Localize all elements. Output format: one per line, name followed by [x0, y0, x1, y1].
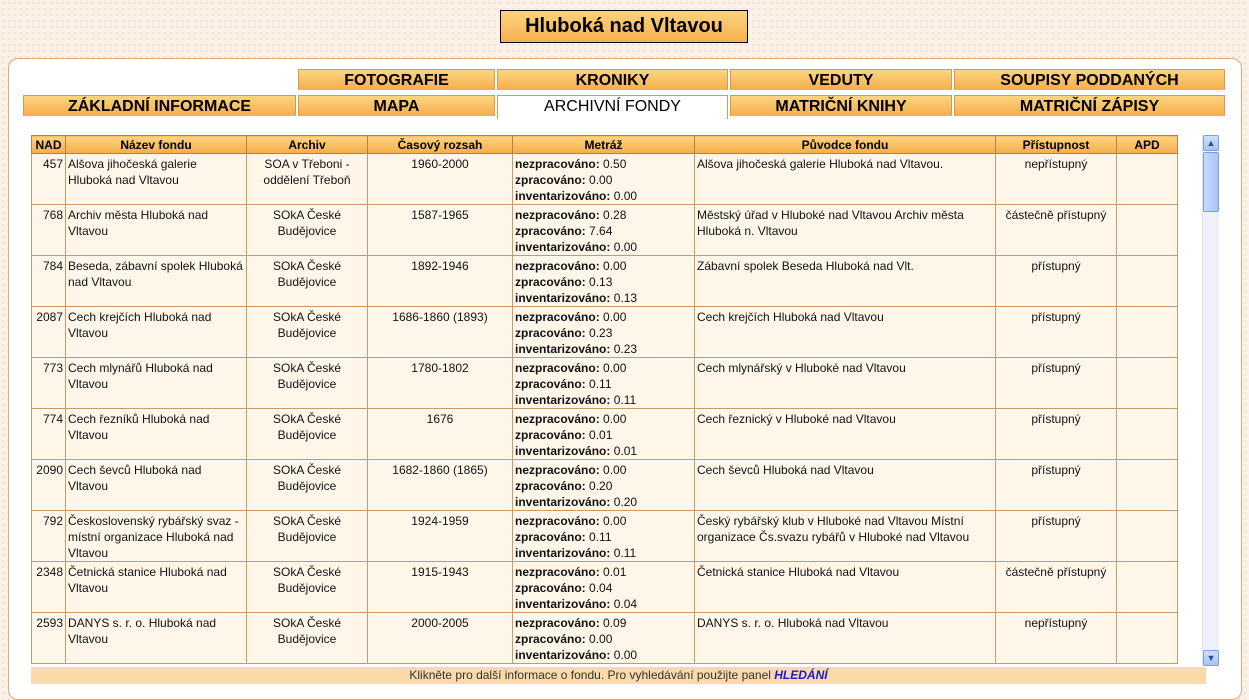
metraz-label: zpracováno: — [515, 326, 586, 340]
cell-archiv: SOkA České Budějovice — [247, 256, 368, 307]
cell-nad: 774 — [32, 409, 66, 460]
cell-archiv: SOkA České Budějovice — [247, 562, 368, 613]
col-header-nad[interactable]: NAD — [32, 136, 66, 154]
cell-puvodce: Městský úřad v Hluboké nad Vltavou Archiv města Hluboká n. Vltavou — [695, 205, 996, 256]
cell-metraz — [513, 460, 695, 511]
cell-nazev: Cech řezníků Hluboká nad Vltavou — [66, 409, 247, 460]
metraz-value: 0.11 — [589, 377, 612, 391]
tab-matricni-zapisy[interactable]: MATRIČNÍ ZÁPISY — [954, 95, 1225, 116]
cell-pristupnost: přístupný — [996, 511, 1117, 562]
cell-nazev: DANYS s. r. o. Hluboká nad Vltavou — [66, 613, 247, 664]
table-row[interactable] — [32, 256, 1178, 307]
cell-pristupnost: přístupný — [996, 358, 1117, 409]
metraz-line — [515, 427, 692, 443]
col-header-nazev[interactable]: Název fondu — [66, 136, 247, 154]
metraz-line — [515, 274, 692, 290]
search-panel-link[interactable]: HLEDÁNÍ — [774, 668, 828, 682]
cell-nazev: Archiv města Hluboká nad Vltavou — [66, 205, 247, 256]
cell-nad: 773 — [32, 358, 66, 409]
cell-rozsah: 1892-1946 — [368, 256, 513, 307]
tab-veduty[interactable]: VEDUTY — [730, 69, 952, 90]
metraz-value: 0.20 — [589, 479, 613, 493]
metraz-value: 0.00 — [589, 173, 613, 187]
metraz-value: 0.11 — [613, 393, 637, 407]
metraz-value: 0.11 — [613, 546, 637, 560]
cell-puvodce: Zábavní spolek Beseda Hluboká nad Vlt. — [695, 256, 996, 307]
footer-hint — [31, 667, 1206, 684]
cell-nazev: Alšova jihočeská galerie Hluboká nad Vltavou — [66, 154, 247, 205]
metraz-label: nezpracováno: — [515, 514, 600, 528]
metraz-value: 0.13 — [589, 275, 613, 289]
metraz-line — [515, 325, 692, 341]
cell-apd — [1117, 256, 1178, 307]
scroll-down-icon[interactable]: ▼ — [1203, 650, 1219, 666]
metraz-label: nezpracováno: — [515, 157, 600, 171]
metraz-line — [515, 529, 692, 545]
cell-metraz — [513, 307, 695, 358]
cell-metraz — [513, 205, 695, 256]
cell-apd — [1117, 613, 1178, 664]
cell-puvodce: Cech krejčích Hluboká nad Vltavou — [695, 307, 996, 358]
cell-apd — [1117, 154, 1178, 205]
cell-archiv: SOA v Třeboni - oddělení Třeboň — [247, 154, 368, 205]
fonds-table-container — [31, 135, 1218, 666]
col-header-rozsah[interactable]: Časový rozsah — [368, 136, 513, 154]
cell-metraz — [513, 511, 695, 562]
metraz-label: zpracováno: — [515, 275, 586, 289]
table-row[interactable] — [32, 154, 1178, 205]
cell-puvodce: Český rybářský klub v Hluboké nad Vltavou Místní organizace Čs.svazu rybářů v Hluboké nad Vltavou — [695, 511, 996, 562]
table-header-row — [32, 136, 1178, 154]
metraz-value: 0.23 — [589, 326, 613, 340]
metraz-label: zpracováno: — [515, 428, 586, 442]
cell-nazev: Cech krejčích Hluboká nad Vltavou — [66, 307, 247, 358]
metraz-line — [515, 290, 692, 306]
cell-pristupnost: částečně přístupný — [996, 205, 1117, 256]
cell-nazev: Beseda, zábavní spolek Hluboká nad Vltavou — [66, 256, 247, 307]
fonds-table — [31, 135, 1178, 664]
metraz-value: 0.20 — [613, 495, 638, 509]
cell-nad: 768 — [32, 205, 66, 256]
metraz-label: inventarizováno: — [515, 444, 611, 458]
metraz-value: 0.04 — [613, 597, 638, 611]
scroll-up-icon[interactable]: ▲ — [1203, 135, 1219, 151]
metraz-label: nezpracováno: — [515, 463, 600, 477]
metraz-value: 0.09 — [603, 616, 627, 630]
table-row[interactable] — [32, 460, 1178, 511]
metraz-line — [515, 462, 692, 478]
cell-apd — [1117, 460, 1178, 511]
cell-rozsah: 1960-2000 — [368, 154, 513, 205]
metraz-label: inventarizováno: — [515, 291, 611, 305]
metraz-value: 0.01 — [613, 444, 638, 458]
metraz-line — [515, 443, 692, 459]
table-row[interactable] — [32, 562, 1178, 613]
cell-pristupnost: přístupný — [996, 460, 1117, 511]
cell-pristupnost: nepřístupný — [996, 613, 1117, 664]
cell-rozsah: 1915-1943 — [368, 562, 513, 613]
cell-pristupnost: nepřístupný — [996, 154, 1117, 205]
metraz-line — [515, 478, 692, 494]
metraz-value: 0.50 — [603, 157, 627, 171]
metraz-value: 0.00 — [603, 259, 627, 273]
page-title: Hluboká nad Vltavou — [500, 10, 748, 43]
metraz-value: 0.11 — [589, 530, 612, 544]
metraz-value: 0.13 — [613, 291, 638, 305]
metraz-line — [515, 513, 692, 529]
cell-metraz — [513, 154, 695, 205]
table-row[interactable] — [32, 511, 1178, 562]
cell-apd — [1117, 409, 1178, 460]
metraz-label: zpracováno: — [515, 173, 586, 187]
metraz-label: nezpracováno: — [515, 616, 600, 630]
metraz-line — [515, 341, 692, 357]
cell-nazev: Cech mlynářů Hluboká nad Vltavou — [66, 358, 247, 409]
metraz-line — [515, 239, 692, 255]
metraz-label: inventarizováno: — [515, 648, 611, 662]
metraz-line — [515, 580, 692, 596]
metraz-label: inventarizováno: — [515, 342, 611, 356]
cell-nad: 792 — [32, 511, 66, 562]
cell-archiv: SOkA České Budějovice — [247, 358, 368, 409]
cell-pristupnost: přístupný — [996, 256, 1117, 307]
metraz-line — [515, 258, 692, 274]
col-header-metraz[interactable]: Metráž — [513, 136, 695, 154]
cell-pristupnost: přístupný — [996, 409, 1117, 460]
metraz-label: inventarizováno: — [515, 393, 611, 407]
cell-pristupnost: částečně přístupný — [996, 562, 1117, 613]
metraz-label: zpracováno: — [515, 530, 586, 544]
metraz-line — [515, 411, 692, 427]
col-header-apd[interactable]: APD — [1117, 136, 1178, 154]
metraz-value: 0.04 — [589, 581, 613, 595]
metraz-line — [515, 376, 692, 392]
cell-archiv: SOkA České Budějovice — [247, 205, 368, 256]
scroll-thumb[interactable] — [1203, 152, 1219, 212]
footer-text: Klikněte pro další informace o fondu. Pro vyhledávání použijte panel — [409, 668, 775, 682]
metraz-value: 0.00 — [603, 361, 627, 375]
cell-nazev: Československý rybářský svaz - místní organizace Hluboká nad Vltavou — [66, 511, 247, 562]
cell-archiv: SOkA České Budějovice — [247, 613, 368, 664]
col-header-pristupnost[interactable]: Přístupnost — [996, 136, 1117, 154]
tab-zakladni-informace[interactable]: ZÁKLADNÍ INFORMACE — [23, 95, 296, 116]
cell-metraz — [513, 562, 695, 613]
metraz-value: 0.28 — [603, 208, 627, 222]
cell-nad: 2593 — [32, 613, 66, 664]
metraz-line — [515, 647, 692, 663]
cell-nad: 2087 — [32, 307, 66, 358]
cell-puvodce: DANYS s. r. o. Hluboká nad Vltavou — [695, 613, 996, 664]
cell-archiv: SOkA České Budějovice — [247, 409, 368, 460]
metraz-value: 0.00 — [613, 240, 638, 254]
metraz-value: 0.00 — [589, 632, 613, 646]
metraz-value: 0.00 — [603, 310, 627, 324]
metraz-line — [515, 564, 692, 580]
cell-metraz — [513, 409, 695, 460]
cell-rozsah: 1780-1802 — [368, 358, 513, 409]
cell-rozsah: 2000-2005 — [368, 613, 513, 664]
metraz-line — [515, 309, 692, 325]
cell-apd — [1117, 358, 1178, 409]
tab-soupisy-poddanych[interactable]: SOUPISY PODDANÝCH — [954, 69, 1225, 90]
metraz-line — [515, 392, 692, 408]
cell-metraz — [513, 613, 695, 664]
cell-apd — [1117, 511, 1178, 562]
vertical-scrollbar[interactable] — [1202, 135, 1219, 666]
cell-puvodce: Cech řeznický v Hluboké nad Vltavou — [695, 409, 996, 460]
tab-mapa[interactable]: MAPA — [298, 95, 495, 116]
metraz-line — [515, 188, 692, 204]
cell-archiv: SOkA České Budějovice — [247, 460, 368, 511]
metraz-label: inventarizováno: — [515, 495, 611, 509]
metraz-line — [515, 360, 692, 376]
tab-matricni-knihy[interactable]: MATRIČNÍ KNIHY — [730, 95, 952, 116]
cell-rozsah: 1924-1959 — [368, 511, 513, 562]
cell-nazev: Četnická stanice Hluboká nad Vltavou — [66, 562, 247, 613]
metraz-label: nezpracováno: — [515, 259, 600, 273]
metraz-line — [515, 631, 692, 647]
table-row[interactable] — [32, 613, 1178, 664]
metraz-label: nezpracováno: — [515, 412, 600, 426]
cell-archiv: SOkA České Budějovice — [247, 307, 368, 358]
table-row[interactable] — [32, 205, 1178, 256]
metraz-line — [515, 615, 692, 631]
cell-puvodce: Cech mlynářský v Hluboké nad Vltavou — [695, 358, 996, 409]
metraz-label: zpracováno: — [515, 377, 586, 391]
col-header-archiv[interactable]: Archiv — [247, 136, 368, 154]
cell-nad: 2090 — [32, 460, 66, 511]
metraz-line — [515, 207, 692, 223]
metraz-value: 0.01 — [603, 565, 627, 579]
tab-archivni-fondy[interactable]: ARCHIVNÍ FONDY — [497, 95, 728, 119]
cell-puvodce: Cech ševců Hluboká nad Vltavou — [695, 460, 996, 511]
metraz-label: inventarizováno: — [515, 597, 611, 611]
metraz-value: 0.00 — [603, 412, 627, 426]
cell-pristupnost: přístupný — [996, 307, 1117, 358]
metraz-line — [515, 156, 692, 172]
metraz-line — [515, 545, 692, 561]
tab-kroniky[interactable]: KRONIKY — [497, 69, 728, 90]
metraz-value: 0.00 — [603, 463, 627, 477]
metraz-label: inventarizováno: — [515, 546, 611, 560]
metraz-line — [515, 494, 692, 510]
metraz-value: 0.00 — [613, 648, 638, 662]
metraz-label: nezpracováno: — [515, 361, 600, 375]
metraz-label: zpracováno: — [515, 581, 586, 595]
metraz-line — [515, 223, 692, 239]
cell-nad: 2348 — [32, 562, 66, 613]
cell-metraz — [513, 358, 695, 409]
metraz-label: nezpracováno: — [515, 565, 600, 579]
metraz-label: zpracováno: — [515, 632, 586, 646]
cell-nad: 457 — [32, 154, 66, 205]
col-header-puvodce[interactable]: Původce fondu — [695, 136, 996, 154]
metraz-label: nezpracováno: — [515, 208, 600, 222]
metraz-value: 0.23 — [613, 342, 638, 356]
table-row[interactable] — [32, 307, 1178, 358]
metraz-label: inventarizováno: — [515, 240, 611, 254]
table-row[interactable] — [32, 409, 1178, 460]
cell-nazev: Cech ševců Hluboká nad Vltavou — [66, 460, 247, 511]
tab-fotografie[interactable]: FOTOGRAFIE — [298, 69, 495, 90]
metraz-line — [515, 596, 692, 612]
cell-puvodce: Četnická stanice Hluboká nad Vltavou — [695, 562, 996, 613]
metraz-label: inventarizováno: — [515, 189, 611, 203]
metraz-value: 0.00 — [613, 189, 638, 203]
cell-archiv: SOkA České Budějovice — [247, 511, 368, 562]
metraz-label: zpracováno: — [515, 479, 586, 493]
metraz-value: 7.64 — [589, 224, 613, 238]
cell-rozsah: 1686-1860 (1893) — [368, 307, 513, 358]
table-row[interactable] — [32, 358, 1178, 409]
cell-apd — [1117, 307, 1178, 358]
cell-nad: 784 — [32, 256, 66, 307]
metraz-label: zpracováno: — [515, 224, 586, 238]
cell-apd — [1117, 562, 1178, 613]
cell-puvodce: Alšova jihočeská galerie Hluboká nad Vltavou. — [695, 154, 996, 205]
cell-rozsah: 1682-1860 (1865) — [368, 460, 513, 511]
cell-metraz — [513, 256, 695, 307]
cell-rozsah: 1587-1965 — [368, 205, 513, 256]
cell-rozsah: 1676 — [368, 409, 513, 460]
metraz-label: nezpracováno: — [515, 310, 600, 324]
cell-apd — [1117, 205, 1178, 256]
metraz-value: 0.00 — [603, 514, 627, 528]
metraz-value: 0.01 — [589, 428, 613, 442]
metraz-line — [515, 172, 692, 188]
